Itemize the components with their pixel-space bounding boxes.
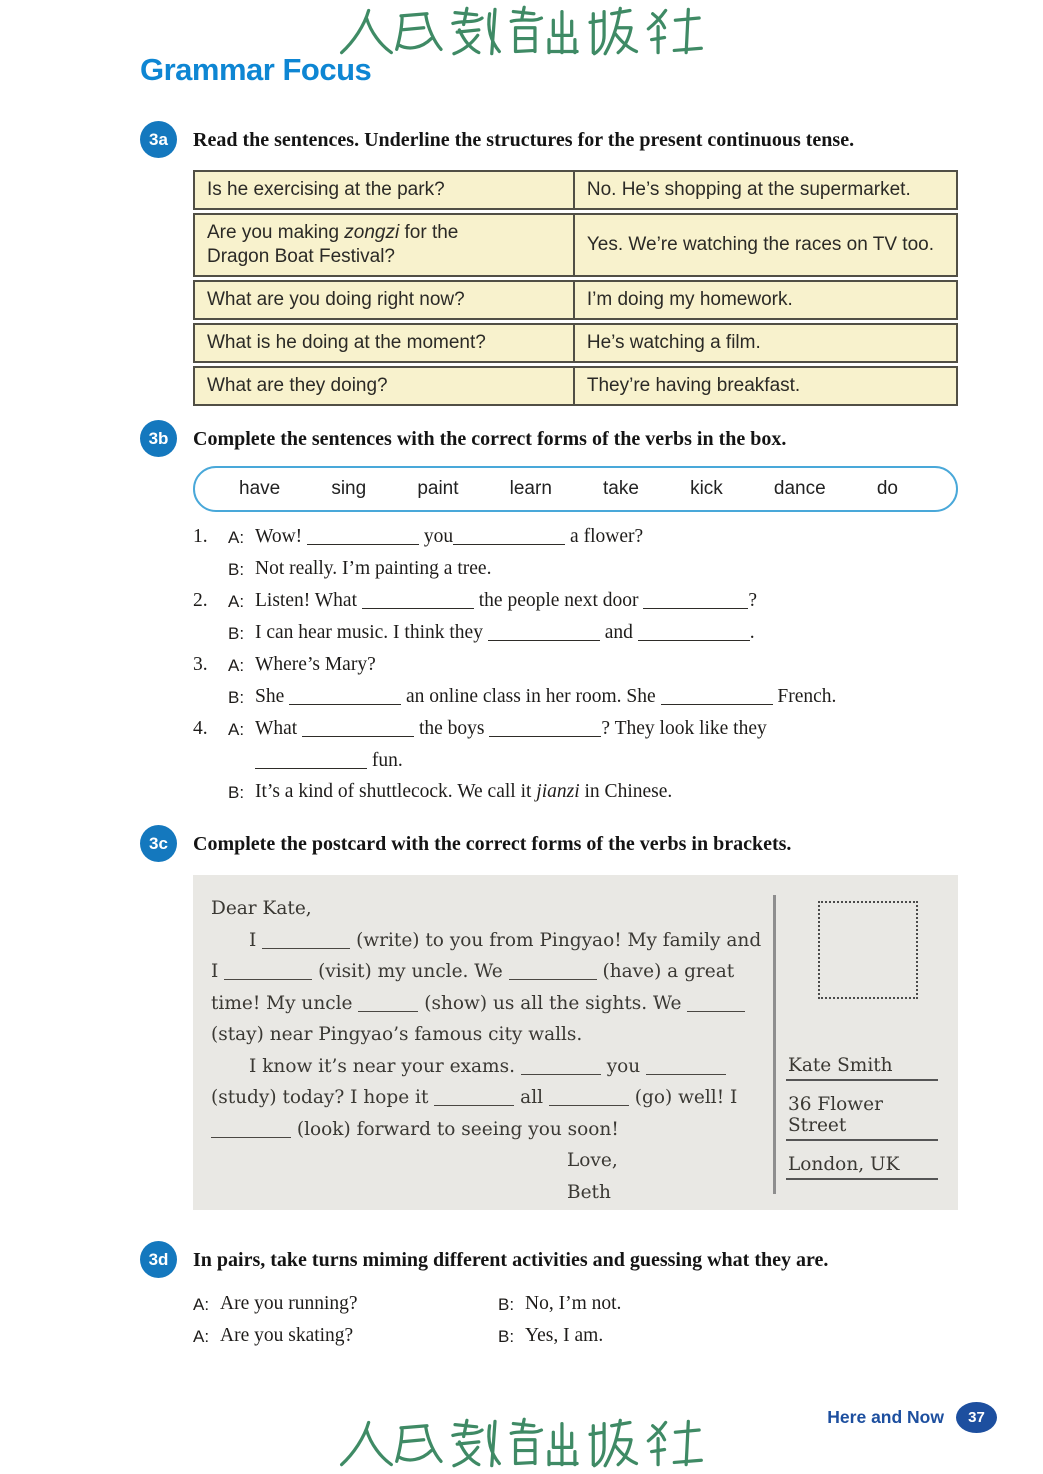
stamp-box <box>818 901 918 999</box>
exercise-text <box>255 521 958 553</box>
blank-line <box>687 997 745 1012</box>
item-number: 4. <box>193 718 208 739</box>
item-number <box>193 681 228 713</box>
question-cell <box>195 172 575 208</box>
dialog-rows <box>193 1288 958 1352</box>
dialog-cell <box>498 1320 603 1352</box>
item-number <box>193 617 228 649</box>
section-3d-badge: 3d <box>140 1241 177 1278</box>
blank-line <box>255 754 367 769</box>
speaker-label: B: <box>498 1327 515 1346</box>
dialog-row <box>193 1288 958 1320</box>
text-segment: fun. <box>367 750 403 771</box>
dialog-cell <box>193 1320 498 1352</box>
text-segment: time! My uncle <box>211 992 359 1014</box>
answer-cell <box>575 282 956 318</box>
exercise-line <box>193 713 958 745</box>
text-segment: What are they doing? <box>207 375 388 396</box>
exercise-line <box>193 585 958 617</box>
text-segment: the people next door <box>473 590 644 611</box>
item-number <box>193 776 228 808</box>
qa-row <box>193 213 958 277</box>
text-segment: (look) forward to seeing you soon! <box>291 1118 619 1140</box>
italic-term: zongzi <box>344 222 400 243</box>
section-3a-instruction: Read the sentences. Underline the structures for the present continuous tense. <box>193 129 855 151</box>
verb-option: do <box>876 478 898 499</box>
blank-line <box>661 690 773 705</box>
dialog-row <box>193 1320 958 1352</box>
verb-option: sing <box>331 478 367 499</box>
qa-row <box>193 366 958 406</box>
text-segment: I know it’s near your exams. <box>249 1055 521 1077</box>
verb-option: have <box>239 478 281 499</box>
question-cell <box>195 368 575 404</box>
blank-line <box>358 997 418 1012</box>
postcard-signoff: Love, <box>567 1150 618 1171</box>
dialog-cell <box>193 1288 498 1320</box>
speaker-label: B: <box>498 1295 515 1314</box>
text-segment: No. He’s shopping at the supermarket. <box>586 179 911 200</box>
blank-line <box>549 1091 629 1106</box>
dialog-text: Are you skating? <box>220 1325 354 1346</box>
exercise-line <box>193 745 958 776</box>
page-number-badge: 37 <box>956 1402 997 1433</box>
postcard <box>193 875 958 1210</box>
verb-option: dance <box>773 478 826 499</box>
blank-line <box>638 626 750 641</box>
exercise-line <box>193 617 958 649</box>
section-3d-instruction: In pairs, take turns miming different activities and guessing what they are. <box>193 1249 829 1271</box>
dialog-text: Yes, I am. <box>525 1325 604 1346</box>
page-title: Grammar Focus <box>140 52 372 87</box>
blank-line <box>509 965 597 980</box>
text-segment: Where’s Mary? <box>255 654 376 675</box>
text-segment: Are you making <box>207 222 345 243</box>
exercise-line <box>193 553 958 585</box>
exercise-text <box>255 713 958 745</box>
dialog-text: No, I’m not. <box>525 1293 622 1314</box>
item-number: 1. <box>193 526 208 547</box>
dialog-cell <box>498 1288 621 1320</box>
speaker-label: A: <box>228 592 245 611</box>
publisher-watermark-top <box>337 4 707 58</box>
item-number: 3. <box>193 654 208 675</box>
blank-line <box>646 1060 726 1075</box>
answer-cell <box>575 172 956 208</box>
speaker-label: B: <box>228 624 245 643</box>
blank-line <box>307 530 419 545</box>
text-segment: Not really. I’m painting a tree. <box>255 558 492 579</box>
text-segment: (have) a great <box>596 961 735 982</box>
text-segment: (go) well! I <box>628 1087 738 1108</box>
blank-line <box>488 626 600 641</box>
text-segment: . <box>749 622 755 643</box>
postcard-line <box>211 893 767 925</box>
postcard-address-panel <box>776 889 960 1198</box>
blank-line <box>289 690 401 705</box>
text-segment: They’re having breakfast. <box>586 375 801 396</box>
speaker-label: A: <box>228 528 245 547</box>
exercise-line <box>193 681 958 713</box>
address-line: London, UK <box>786 1154 938 1180</box>
text-segment: I’m doing my homework. <box>586 289 793 310</box>
blank-line <box>302 722 414 737</box>
exercise-text <box>255 681 958 713</box>
blank-line <box>489 722 601 737</box>
text-segment: Yes. We’re watching the races on TV too. <box>586 234 934 255</box>
footer-unit-title: Here and Now <box>827 1407 944 1427</box>
text-segment: (visit) my uncle. We <box>312 961 509 982</box>
publisher-watermark-bottom <box>337 1416 707 1470</box>
section-3c-instruction: Complete the postcard with the correct forms of the verbs in brackets. <box>193 833 792 855</box>
qa-row <box>193 280 958 320</box>
postcard-line <box>211 1114 767 1146</box>
question-cell <box>195 215 575 275</box>
dialog-text: Are you running? <box>220 1293 358 1314</box>
verb-box <box>193 466 958 512</box>
answer-cell <box>575 325 956 361</box>
speaker-label <box>228 745 255 776</box>
postcard-address <box>786 1055 938 1180</box>
text-segment: you <box>419 526 454 547</box>
blank-line <box>224 965 312 980</box>
text-segment: the boys <box>414 718 490 739</box>
text-segment: an online class in her room. She <box>401 686 661 707</box>
text-segment: What are you doing right now? <box>207 289 465 310</box>
speaker-label: A: <box>228 720 245 739</box>
section-3d <box>140 1244 960 1352</box>
blank-line <box>521 1060 601 1075</box>
blank-line <box>453 530 565 545</box>
text-segment: I <box>211 961 225 982</box>
item-number: 2. <box>193 590 208 611</box>
postcard-line <box>211 988 767 1020</box>
blank-line <box>362 594 474 609</box>
section-3b-badge: 3b <box>140 420 177 457</box>
page-footer <box>827 1402 997 1433</box>
exercise-list <box>193 521 958 808</box>
section-3a <box>140 124 960 409</box>
postcard-line <box>211 1051 767 1083</box>
answer-cell <box>575 215 956 275</box>
text-segment: Is he exercising at the park? <box>207 179 445 200</box>
speaker-label: A: <box>228 656 245 675</box>
blank-line <box>434 1091 514 1106</box>
question-cell <box>195 282 575 318</box>
question-cell <box>195 325 575 361</box>
blank-line <box>262 934 350 949</box>
text-segment: French. <box>772 686 837 707</box>
exercise-text <box>255 776 958 808</box>
text-segment: ? They look like they <box>601 718 767 739</box>
text-segment: (stay) near Pingyao’s famous city walls. <box>211 1024 583 1045</box>
speaker-label: B: <box>228 783 245 802</box>
text-segment: you <box>600 1055 647 1077</box>
verb-option: kick <box>690 478 723 499</box>
address-line: Kate Smith <box>786 1055 938 1081</box>
text-segment: all <box>514 1087 549 1108</box>
section-3b <box>140 423 960 808</box>
section-3a-badge: 3a <box>140 121 177 158</box>
section-3c-badge: 3c <box>140 825 177 862</box>
speaker-label: A: <box>193 1295 210 1314</box>
blank-line <box>643 594 748 609</box>
item-number <box>193 745 228 776</box>
exercise-text <box>255 585 958 617</box>
blank-line <box>211 1123 291 1138</box>
text-segment: What <box>255 718 303 739</box>
item-number <box>193 553 228 585</box>
exercise-line <box>193 521 958 553</box>
exercise-text <box>255 553 958 585</box>
text-segment: Listen! What <box>255 590 362 611</box>
exercise-text <box>255 649 958 681</box>
qa-row <box>193 170 958 210</box>
italic-term: jianzi <box>536 781 580 802</box>
postcard-line <box>211 1019 767 1051</box>
text-segment: a flower? <box>565 526 644 547</box>
postcard-line <box>211 925 767 957</box>
verb-option: take <box>603 478 639 499</box>
text-segment: Dear Kate, <box>211 898 312 919</box>
text-segment: She <box>255 686 290 707</box>
qa-row <box>193 323 958 363</box>
speaker-label: B: <box>228 560 245 579</box>
speaker-label: B: <box>228 688 245 707</box>
exercise-line <box>193 776 958 808</box>
speaker-label: A: <box>193 1327 210 1346</box>
text-segment: and <box>599 622 638 643</box>
exercise-text <box>255 745 958 776</box>
text-segment: Wow! <box>255 526 308 547</box>
section-3b-instruction: Complete the sentences with the correct forms of the verbs in the box. <box>193 428 787 450</box>
exercise-text <box>255 617 958 649</box>
text-segment: I can hear music. I think they <box>255 622 488 643</box>
verb-option: learn <box>509 478 552 499</box>
qa-table <box>193 170 958 406</box>
postcard-line <box>211 1082 767 1114</box>
text-segment: He’s watching a film. <box>586 332 761 353</box>
exercise-line <box>193 649 958 681</box>
section-3c <box>140 828 960 1210</box>
text-segment: (show) us all the sights. We <box>418 992 688 1014</box>
text-segment: in Chinese. <box>579 781 673 802</box>
postcard-line <box>211 956 767 988</box>
text-segment: (write) to you from Pingyao! My family and <box>350 929 762 951</box>
address-line: 36 Flower Street <box>786 1094 938 1141</box>
text-segment: (study) today? I hope it <box>211 1087 435 1108</box>
text-segment: What is he doing at the moment? <box>207 332 486 353</box>
answer-cell <box>575 368 956 404</box>
verb-option: paint <box>417 478 459 499</box>
text-segment: It’s a kind of shuttlecock. We call it <box>255 781 537 802</box>
postcard-signoff: Beth <box>567 1181 611 1203</box>
postcard-message <box>211 889 767 1203</box>
text-segment: ? <box>748 590 758 611</box>
text-segment: I <box>249 929 263 951</box>
text-segment: for the Dragon Boat Festival? <box>207 222 459 267</box>
